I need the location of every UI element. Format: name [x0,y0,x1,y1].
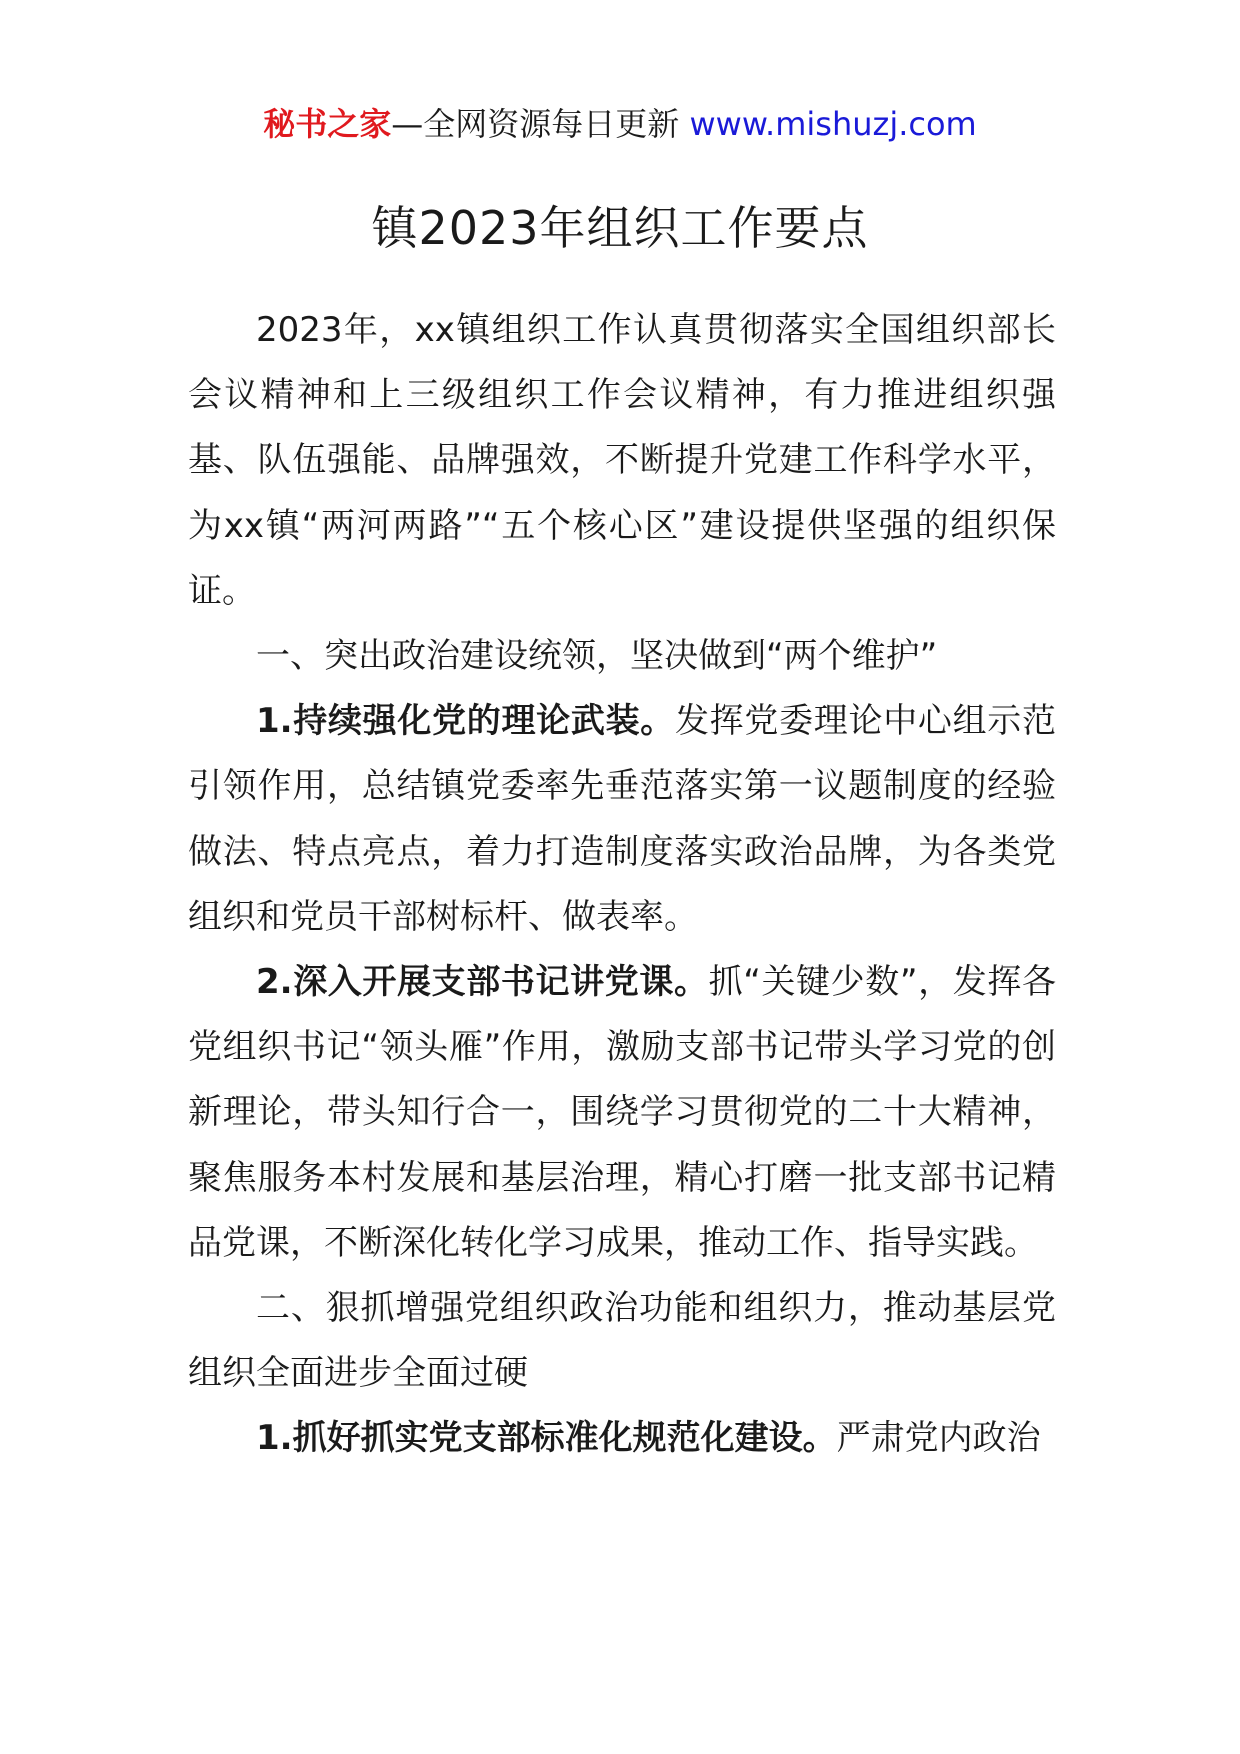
site-header [0,100,1240,148]
section-1-item-2-body: 抓“关键少数”，发挥各党组织书记“领头雁”作用，激励支部书记带头学习党的创新理论，带头知行合一，围绕学习贯彻党的二十大精神，聚焦服务本村发展和基层治理，精心打磨一批支部书记精品党课，不断深化转化学习成果，推动工作、指导实践。 [188,962,1056,1263]
section-1-item-1-body: 发挥党委理论中心组示范引领作用，总结镇党委率先垂范落实第一议题制度的经验做法、特点亮点，着力打造制度落实政治品牌，为各类党组织和党员干部树标杆、做表率。 [188,701,1056,937]
section-2-item-1 [188,1406,1056,1471]
section-2-heading: 二、狠抓增强党组织政治功能和组织力，推动基层党组织全面进步全面过硬 [188,1288,1056,1394]
document-title: 镇2023年组织工作要点 [371,201,869,255]
section-2-item-1-body: 严肃党内政治 [836,1418,1041,1459]
site-slogan: —全网资源每日更新 [391,105,680,143]
intro-paragraph: 2023年，xx镇组织工作认真贯彻落实全国组织部长会议精神和上三级组织工作会议精神，有力推进组织强基、队伍强能、品牌强效，不断提升党建工作科学水平，为xx镇“两河两路”“五个核心区”建设提供坚强的组织保证。 [188,310,1056,611]
section-1-item-1 [188,689,1056,950]
section-1-heading: 一、突出政治建设统领，坚决做到“两个维护” [256,636,938,677]
site-url-link[interactable]: www.mishuzj.com [689,105,977,143]
section-1-item-1-lead: 1.持续强化党的理论武装。 [256,701,675,742]
section-2-item-1-lead: 1.抓好抓实党支部标准化规范化建设。 [256,1418,837,1459]
site-brand: 秘书之家 [263,105,392,143]
section-1-item-2 [188,950,1056,1276]
document-body [188,298,1056,1472]
section-1-item-2-lead: 2.深入开展支部书记讲党课。 [256,962,709,1003]
